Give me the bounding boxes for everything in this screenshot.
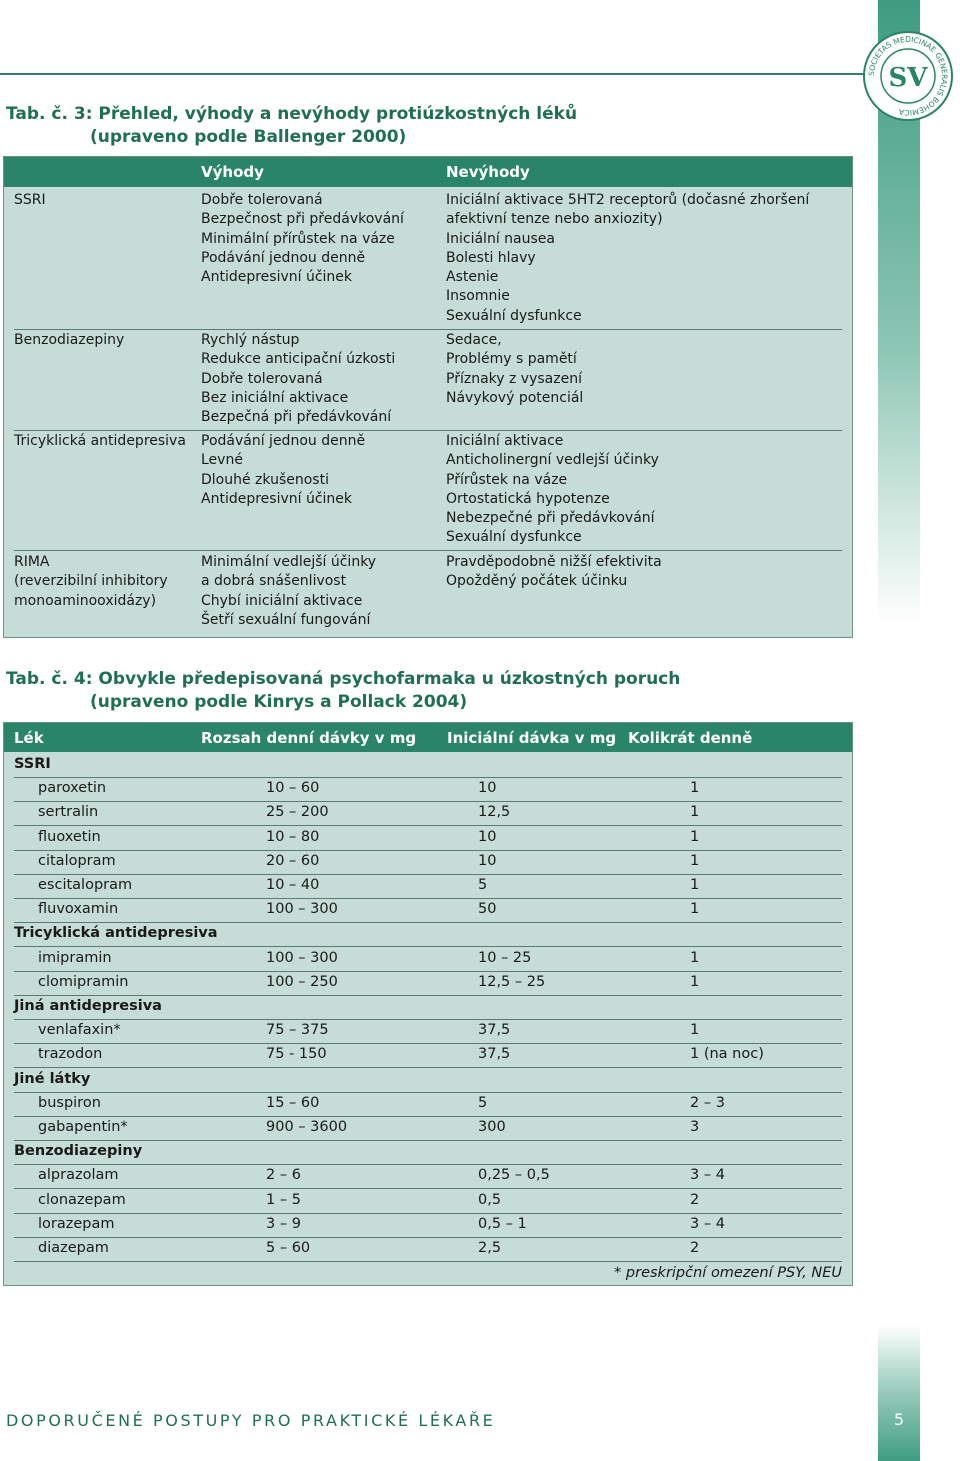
cell-initial: 300 [478,1119,506,1135]
cell-initial: 50 [478,901,497,918]
cell-drug: gabapentin* [38,1119,128,1135]
page-number: 5 [893,1410,905,1429]
table-row [4,827,852,851]
footer-title: DOPORUČENÉ POSTUPY PRO PRAKTICKÉ LÉKAŘE [6,1411,496,1430]
row-name: RIMA (reverzibilní inhibitory monoaminooxidázy) [14,554,168,609]
cell-drug: imipramin [38,949,112,966]
cell-drug: escitalopram [38,877,133,893]
table-row [4,1190,852,1214]
row-pros: Podávání jednou denně Levné Dlouhé zkušenosti Antidepresivní účinek [201,433,366,507]
category-row [4,1141,852,1165]
category-label: Benzodiazepiny [14,1143,143,1160]
svg-text:SV: SV [888,63,928,93]
header-range: Rozsah denní dávky v mg [201,729,417,747]
cell-range: 100 – 250 [266,973,338,990]
cell-range: 75 - 150 [266,1046,327,1063]
cell-range: 5 – 60 [266,1240,311,1256]
table4-title [6,668,680,714]
cell-initial: 12,5 – 25 [478,973,546,990]
cell-times: 1 [690,1022,700,1039]
cell-initial: 37,5 [478,1046,511,1063]
society-logo-icon [862,30,954,122]
row-separator [14,1261,842,1262]
table4-footnote: * preskripční omezení PSY, NEU [614,1265,842,1281]
cell-drug: clomipramin [38,973,129,990]
cell-initial: 2,5 [478,1240,502,1256]
table-row [4,1214,852,1238]
cell-initial: 10 – 25 [478,949,532,966]
header-times: Kolikrát denně [628,729,753,747]
table-row [4,1044,852,1068]
table-row [4,1093,852,1117]
category-row [4,1069,852,1093]
cell-drug: diazepam [38,1240,109,1256]
cell-times: 1 [690,828,700,845]
cell-range: 100 – 300 [266,901,338,918]
cell-initial: 5 [478,1094,488,1111]
cell-times: 1 [690,949,700,966]
cell-drug: buspiron [38,1094,101,1111]
row-pros: Dobře tolerovaná Bezpečnost při předávkování Minimální přírůstek na váze Podávání jednou denně Antidepresivní účinek [201,192,404,286]
cell-times: 2 [690,1191,700,1208]
cell-initial: 12,5 [478,804,511,821]
cell-times: 2 [690,1240,700,1256]
row-cons: Iniciální aktivace Anticholinergní vedlejší účinky Přírůstek na váze Ortostatická hypotenze Nebezpečné při předávkování Sexuální dysfunkce [446,433,659,546]
table-row [4,899,852,923]
row-name: SSRI [14,192,46,208]
cell-times: 1 [690,852,700,869]
cell-initial: 5 [478,877,488,893]
table-row [4,875,852,899]
table-row [4,972,852,996]
category-label: Jiná antidepresiva [14,998,162,1014]
table3-title [6,103,577,149]
cell-initial: 37,5 [478,1022,511,1039]
table3-header [4,157,852,187]
cell-drug: venlafaxin* [38,1022,121,1039]
cell-drug: trazodon [38,1046,103,1063]
cell-times: 1 [690,804,700,821]
cell-initial: 10 [478,828,497,845]
cell-range: 2 – 6 [266,1167,301,1184]
table4-title-line1: Tab. č. 4: Obvykle předepisovaná psychofarmaka u úzkostných poruch [6,669,681,689]
cell-drug: fluoxetin [38,828,101,845]
cell-times: 1 [690,877,700,893]
row-pros: Rychlý nástup Redukce anticipační úzkosti Dobře tolerovaná Bez iniciální aktivace Bezpečná při předávkování [201,332,396,426]
category-label: SSRI [14,756,51,772]
cell-times: 1 [690,780,700,797]
row-separator [14,550,842,551]
cell-times: 3 – 4 [690,1215,725,1232]
cell-initial: 10 [478,852,497,869]
side-strip-bottom [878,1325,920,1461]
header-cons: Nevýhody [446,163,530,181]
table-row [4,802,852,826]
table3-title-line2: (upraveno podle Ballenger 2000) [90,127,407,147]
cell-drug: citalopram [38,852,116,869]
cell-initial: 0,5 [478,1191,502,1208]
cell-times: 3 – 4 [690,1167,725,1184]
top-rule [0,73,878,75]
cell-drug: sertralin [38,804,99,821]
cell-range: 1 – 5 [266,1191,301,1208]
table4-header [4,723,852,752]
table-row [4,1020,852,1044]
cell-range: 15 – 60 [266,1094,320,1111]
category-label: Tricyklická antidepresiva [14,925,218,942]
cell-range: 10 – 40 [266,877,320,893]
cell-drug: alprazolam [38,1167,119,1184]
row-name: Benzodiazepiny [14,332,125,348]
row-separator [14,430,842,431]
cell-drug: fluvoxamin [38,901,119,918]
category-row [4,923,852,947]
cell-times: 1 [690,973,700,990]
cell-range: 75 – 375 [266,1022,329,1039]
row-cons: Iniciální aktivace 5HT2 receptorů (dočasné zhoršení afektivní tenze nebo anxiozity) Iniciální nausea Bolesti hlavy Astenie Insomnie Sexuální dysfunkce [446,192,810,324]
header-drug: Lék [14,729,44,747]
table-row [4,851,852,875]
header-pros: Výhody [201,163,264,181]
row-separator [14,329,842,330]
row-cons: Sedace, Problémy s pamětí Příznaky z vysazení Návykový potenciál [446,332,584,406]
cell-times: 3 [690,1119,700,1135]
cell-initial: 10 [478,780,497,797]
row-cons: Pravděpodobně nižší efektivita Opožděný počátek účinku [446,554,662,590]
table-row [4,948,852,972]
table3 [3,156,853,638]
cell-times: 1 (na noc) [690,1046,764,1063]
table-row [4,1165,852,1189]
row-name: Tricyklická antidepresiva [14,433,186,449]
table-row [4,1117,852,1141]
table-row [4,778,852,802]
cell-times: 1 [690,901,700,918]
cell-drug: clonazepam [38,1191,126,1208]
category-row [4,996,852,1020]
table4-title-line2: (upraveno podle Kinrys a Pollack 2004) [90,692,468,712]
table4 [3,722,853,1286]
category-row [4,754,852,778]
table-row [4,1238,852,1262]
cell-range: 10 – 60 [266,780,320,797]
cell-range: 25 – 200 [266,804,329,821]
cell-range: 20 – 60 [266,852,320,869]
table3-title-line1: Tab. č. 3: Přehled, výhody a nevýhody protiúzkostných léků [6,104,578,124]
category-label: Jiné látky [14,1070,91,1087]
cell-initial: 0,5 – 1 [478,1215,527,1232]
row-pros: Minimální vedlejší účinky a dobrá snášenlivost Chybí iniciální aktivace Šetří sexuální fungování [201,554,377,628]
cell-range: 3 – 9 [266,1215,301,1232]
header-initial: Iniciální dávka v mg [447,729,617,747]
svg-text:SOCIETAS MEDICINAE GENERALIS B: SOCIETAS MEDICINAE GENERALIS BOHEMICA [866,34,950,118]
cell-drug: lorazepam [38,1215,115,1232]
cell-range: 100 – 300 [266,949,338,966]
cell-initial: 0,25 – 0,5 [478,1167,550,1184]
cell-drug: paroxetin [38,780,107,797]
cell-range: 10 – 80 [266,828,320,845]
cell-times: 2 – 3 [690,1094,725,1111]
cell-range: 900 – 3600 [266,1119,348,1135]
